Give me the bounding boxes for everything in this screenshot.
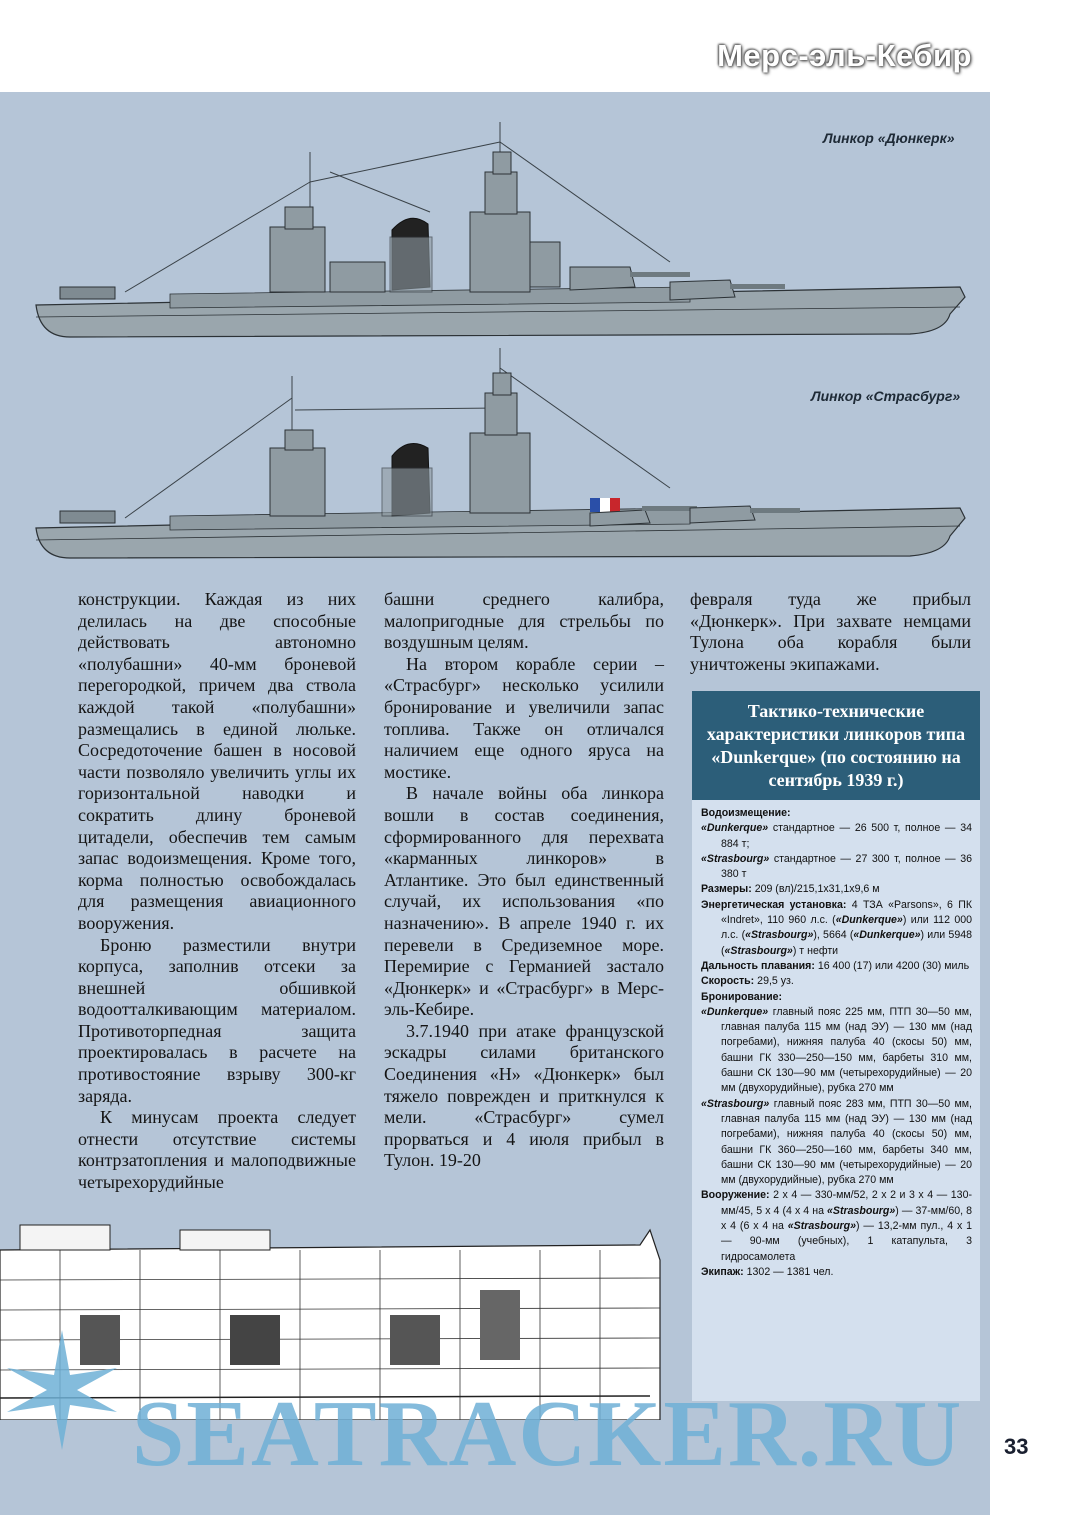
page-margin bbox=[990, 92, 1080, 1515]
spec-body bbox=[692, 800, 980, 1280]
ship-caption-dunkerque: Линкор «Дюнкерк» bbox=[823, 130, 955, 146]
spec-row: Дальность плавания: 16 400 (17) или 4200 (30) миль bbox=[701, 959, 970, 972]
spec-row: Экипаж: 1302 — 1381 чел. bbox=[701, 1265, 834, 1278]
paragraph: конструкции. Каждая из них делилась на две способные действовать автономно «полубашни» 40-мм броневой перегородкой, причем два ствола каждой такой «полубашни» размещались в единой люльке. Сосредоточение башен в носовой части позволяло увеличить углы их горизонтальной наводки и сократить длину броневой цитадели, обеспечив тем самым запас водоизмещения. Кроме того, корма полностью освобождалась для размещения авиационного вооружения. bbox=[78, 589, 356, 933]
spec-row: Скорость: 29,5 уз. bbox=[701, 975, 794, 988]
paragraph: февраля туда же прибыл «Дюнкерк». При захвате немцами Тулона оба корабля были уничтожены экипажами. bbox=[690, 589, 971, 674]
watermark: SEATRACKER.RU bbox=[132, 1382, 964, 1486]
spec-row: «Strasbourg» стандартное — 27 300 т, полное — 36 380 т bbox=[701, 852, 972, 881]
spec-row: Вооружение: 2 x 4 — 330-мм/52, 2 x 2 и 3 x 4 — 130-мм/45, 5 x 4 (4 x 4 на «Strasbourg») — 37-мм/60, 8 x 4 (6 x 4 на «Strasbourg») — 13,2-мм пул., 4 x 1 — 90-мм (учебных), 1 катапульта, 3 гидросамолета bbox=[701, 1189, 972, 1263]
paragraph: На втором корабле серии – «Страсбург» несколько усилили бронирование и увеличили запас топлива. Также он отличался наличием еще одного яруса на мостике. bbox=[384, 653, 664, 782]
paragraph: 3.7.1940 при атаке французской эскадры силами британского Соединения «Н» «Дюнкерк» был тяжело поврежден и приткнулся к мели. «Страсбург» сумел прорваться и 4 июля прибыл в Тулон. 19-20 bbox=[384, 1020, 664, 1171]
text-column-1 bbox=[78, 589, 356, 1194]
paragraph: Броню разместили внутри корпуса, заполнив отсеки за внешней обшивкой водоотталкивающим материалом. Противоторпедная защита проектировалась в расчете на противостояние взрыву 300-кг заряда. bbox=[78, 934, 356, 1106]
spec-row: «Strasbourg» главный пояс 283 мм, ПТП 30—50 мм, главная палуба 115 мм (над ЭУ) — 130 мм (над погребами), нижняя палуба 40 (скосы 50) мм, башни ГК 360—250—160 мм, барбеты 340 мм, башни СК 130—90 мм (четырехорудийные) — 20 мм (двухорудийные), рубка 270 мм bbox=[701, 1097, 972, 1187]
text-column-3 bbox=[690, 589, 971, 675]
ship-caption-strasbourg: Линкор «Страсбург» bbox=[811, 388, 961, 404]
page-number: 33 bbox=[1004, 1434, 1029, 1459]
spec-row: Энергетическая установка: 4 ТЗА «Parsons», 6 ПК «Indret», 110 960 л.с. («Dunkerque») или 112 000 л.с. («Strasbourg»), 5664 («Dunkerque») или 5948 («Strasbourg») т нефти bbox=[701, 898, 973, 957]
page-title: Мерс-эль-Кебир bbox=[717, 38, 972, 73]
text-column-2 bbox=[384, 589, 664, 1172]
spec-label: Бронирование: bbox=[701, 990, 783, 1003]
paragraph: В начале войны оба линкора вошли в состав соединения, сформированного для перехвата «карманных линкоров» в Атлантике. Это был единственный случай, их использования «по назначению». В апреле 1940 г. их перевели в Средиземное море. Перемирие с Германией застало «Дюнкерк» и «Страсбург» в Мерс-эль-Кебире. bbox=[384, 783, 664, 1020]
spec-row: «Dunkerque» стандартное — 26 500 т, полное — 34 884 т; bbox=[701, 822, 972, 850]
ship-profile-dunkerque bbox=[30, 112, 980, 367]
spec-row: Размеры: 209 (вл)/215,1x31,1x9,6 м bbox=[701, 883, 880, 896]
watermark-star-icon bbox=[2, 1330, 122, 1450]
spec-title: Тактико-технические характеристики линкоров типа «Dunkerque» (по состоянию на сентябрь 1939 г.) bbox=[692, 691, 980, 800]
paragraph: башни среднего калибра, малопригодные для стрельбы по воздушным целям. bbox=[384, 589, 664, 653]
spec-box bbox=[692, 691, 980, 1401]
ship-profile-strasbourg bbox=[30, 348, 980, 580]
paragraph: К минусам проекта следует отнести отсутствие системы контрзатопления и малоподвижные четырехорудийные bbox=[78, 1107, 356, 1193]
spec-row: «Dunkerque» главный пояс 225 мм, ПТП 30—50 мм, главная палуба 115 мм (над ЭУ) — 130 мм (над погребами), нижняя палуба 40 (скосы 50) мм, башни ГК 330—250—150 мм, барбеты 310 мм, башни СК 130—90 мм (четырехорудийные) — 20 мм (двухорудийные), рубка 270 мм bbox=[701, 1005, 972, 1095]
spec-label: Водоизмещение: bbox=[701, 807, 791, 819]
